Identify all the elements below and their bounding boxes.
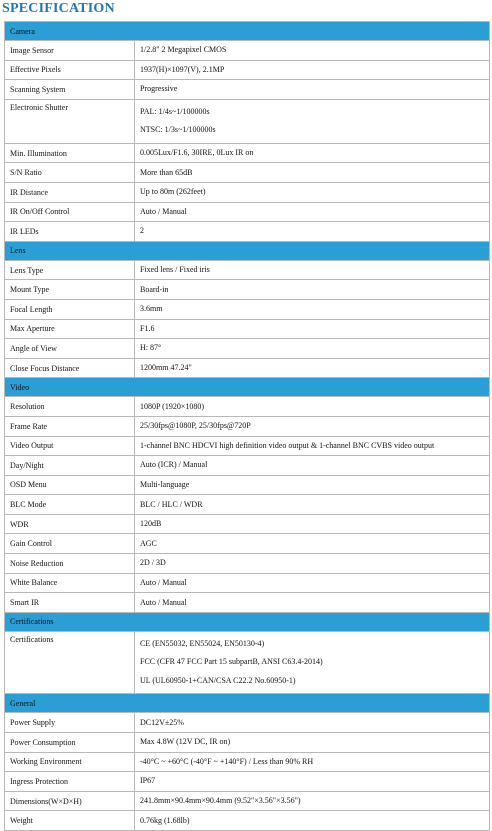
spec-value bbox=[135, 573, 490, 593]
section-header bbox=[5, 241, 490, 260]
spec-value-line: UL (UL60950-1+CAN/CSA C22.2 No.60950-1) bbox=[140, 675, 296, 685]
spec-label: Lens Type bbox=[5, 260, 135, 280]
section-header bbox=[5, 612, 490, 631]
spec-label: Frame Rate bbox=[5, 416, 135, 436]
spec-value-line: Multi-language bbox=[140, 479, 190, 489]
spec-value bbox=[135, 260, 490, 280]
spec-label: IR Distance bbox=[5, 182, 135, 202]
page-title: SPECIFICATION bbox=[2, 1, 115, 16]
spec-label: Smart IR bbox=[5, 593, 135, 613]
spec-label: Focal Length bbox=[5, 299, 135, 319]
spec-value bbox=[135, 397, 490, 417]
spec-value bbox=[135, 732, 490, 752]
spec-row bbox=[5, 713, 490, 733]
spec-value bbox=[135, 475, 490, 495]
spec-row bbox=[5, 99, 490, 143]
spec-label: Power Supply bbox=[5, 713, 135, 733]
spec-value-line: 1-channel BNC HDCVI high definition video output & 1-channel BNC CVBS video output bbox=[140, 440, 435, 450]
spec-value bbox=[135, 593, 490, 613]
spec-label: Weight bbox=[5, 811, 135, 831]
spec-row bbox=[5, 791, 490, 811]
spec-row bbox=[5, 202, 490, 222]
spec-row bbox=[5, 299, 490, 319]
spec-value bbox=[135, 495, 490, 515]
spec-row bbox=[5, 534, 490, 554]
spec-value-line: 0.005Lux/F1.6, 30IRE, 0Lux IR on bbox=[140, 148, 254, 158]
spec-label: Max Aperture bbox=[5, 319, 135, 339]
spec-row bbox=[5, 143, 490, 163]
spec-value bbox=[135, 99, 490, 143]
spec-label: Video Output bbox=[5, 436, 135, 456]
spec-row bbox=[5, 495, 490, 515]
spec-row bbox=[5, 514, 490, 534]
spec-label: S/N Ratio bbox=[5, 163, 135, 183]
spec-label: Min. Illumination bbox=[5, 143, 135, 163]
spec-value-line: More than 65dB bbox=[140, 167, 193, 177]
spec-label: OSD Menu bbox=[5, 475, 135, 495]
spec-value-line: Auto / Manual bbox=[140, 577, 187, 587]
section-title: Certifications bbox=[5, 612, 490, 631]
spec-value-line: 0.76kg (1.68lb) bbox=[140, 815, 190, 825]
spec-value-line: 2D / 3D bbox=[140, 558, 166, 568]
spec-value-line: IP67 bbox=[140, 776, 156, 786]
spec-label: IR LEDs bbox=[5, 222, 135, 242]
spec-value bbox=[135, 143, 490, 163]
spec-value-line: PAL: 1/4s~1/100000s bbox=[140, 106, 210, 116]
spec-value bbox=[135, 436, 490, 456]
spec-value-line: DC12V±25% bbox=[140, 717, 184, 727]
specification-table-body bbox=[5, 22, 490, 831]
section-title: Video bbox=[5, 378, 490, 397]
spec-value-line: Max 4.8W (12V DC, IR on) bbox=[140, 737, 231, 747]
spec-value bbox=[135, 514, 490, 534]
spec-value bbox=[135, 752, 490, 772]
spec-label: Close Focus Distance bbox=[5, 358, 135, 378]
spec-row bbox=[5, 811, 490, 831]
spec-row bbox=[5, 554, 490, 574]
spec-value-line: 1/2.8" 2 Megapixel CMOS bbox=[140, 45, 227, 55]
spec-value bbox=[135, 319, 490, 339]
spec-row bbox=[5, 397, 490, 417]
spec-value bbox=[135, 631, 490, 694]
spec-value bbox=[135, 811, 490, 831]
spec-value bbox=[135, 416, 490, 436]
spec-value-line: 25/30fps@1080P, 25/30fps@720P bbox=[140, 421, 251, 431]
spec-label: Image Sensor bbox=[5, 41, 135, 61]
spec-value-line: 1200mm 47.24" bbox=[140, 363, 192, 373]
spec-row bbox=[5, 182, 490, 202]
spec-row bbox=[5, 60, 490, 80]
spec-label: White Balance bbox=[5, 573, 135, 593]
spec-value bbox=[135, 222, 490, 242]
spec-label: Day/Night bbox=[5, 456, 135, 476]
spec-row bbox=[5, 339, 490, 359]
spec-value bbox=[135, 713, 490, 733]
specification-table bbox=[4, 21, 490, 831]
spec-value bbox=[135, 534, 490, 554]
spec-row bbox=[5, 222, 490, 242]
spec-value-line: 2 bbox=[140, 226, 144, 236]
spec-row bbox=[5, 280, 490, 300]
spec-label: Power Consumption bbox=[5, 732, 135, 752]
spec-label: Noise Reduction bbox=[5, 554, 135, 574]
spec-label: BLC Mode bbox=[5, 495, 135, 515]
spec-value-line: 241.8mm×90.4mm×90.4mm (9.52"×3.56"×3.56") bbox=[140, 796, 301, 806]
spec-value-line: BLC / HLC / WDR bbox=[140, 499, 203, 509]
spec-value bbox=[135, 280, 490, 300]
spec-row bbox=[5, 260, 490, 280]
spec-value bbox=[135, 772, 490, 792]
spec-row bbox=[5, 772, 490, 792]
spec-label: Effective Pixels bbox=[5, 60, 135, 80]
spec-value-line: CE (EN55032, EN55024, EN50130-4) bbox=[140, 638, 265, 648]
spec-value-line: 3.6mm bbox=[140, 304, 163, 314]
section-title: Camera bbox=[5, 22, 490, 41]
spec-row bbox=[5, 593, 490, 613]
spec-value-line: 1080P (1920×1080) bbox=[140, 401, 204, 411]
spec-value-line: H: 87° bbox=[140, 343, 162, 353]
spec-value-line: Auto / Manual bbox=[140, 206, 187, 216]
spec-label: Dimensions(W×D×H) bbox=[5, 791, 135, 811]
spec-value-line: Board-in bbox=[140, 284, 169, 294]
section-header bbox=[5, 694, 490, 713]
spec-value-line: Fixed lens / Fixed iris bbox=[140, 265, 210, 275]
spec-row bbox=[5, 163, 490, 183]
spec-row bbox=[5, 416, 490, 436]
spec-value bbox=[135, 163, 490, 183]
spec-value-line: Progressive bbox=[140, 84, 178, 94]
spec-value bbox=[135, 456, 490, 476]
spec-label: Ingress Protection bbox=[5, 772, 135, 792]
spec-value-line: 1937(H)×1097(V), 2.1MP bbox=[140, 64, 225, 74]
spec-value bbox=[135, 791, 490, 811]
spec-value-line: AGC bbox=[140, 538, 157, 548]
spec-row bbox=[5, 319, 490, 339]
spec-value-line: Auto / Manual bbox=[140, 597, 187, 607]
spec-label: Certifications bbox=[5, 631, 135, 694]
spec-row bbox=[5, 358, 490, 378]
spec-value-line: F1.6 bbox=[140, 323, 155, 333]
spec-label: Angle of View bbox=[5, 339, 135, 359]
spec-value-line: Auto (ICR) / Manual bbox=[140, 460, 208, 470]
spec-row bbox=[5, 475, 490, 495]
spec-value bbox=[135, 80, 490, 100]
spec-row bbox=[5, 41, 490, 61]
spec-row bbox=[5, 573, 490, 593]
spec-label: Electronic Shutter bbox=[5, 99, 135, 143]
spec-value bbox=[135, 358, 490, 378]
spec-value bbox=[135, 182, 490, 202]
spec-label: Resolution bbox=[5, 397, 135, 417]
spec-label: WDR bbox=[5, 514, 135, 534]
spec-value bbox=[135, 41, 490, 61]
spec-row bbox=[5, 456, 490, 476]
spec-value bbox=[135, 339, 490, 359]
section-header bbox=[5, 22, 490, 41]
spec-label: Mount Type bbox=[5, 280, 135, 300]
spec-value-line: 120dB bbox=[140, 519, 162, 529]
spec-value bbox=[135, 202, 490, 222]
spec-value-line: -40°C ~ +60°C (-40°F ~ +140°F) / Less than 90% RH bbox=[140, 756, 314, 766]
spec-label: Working Environment bbox=[5, 752, 135, 772]
spec-row bbox=[5, 732, 490, 752]
section-header bbox=[5, 378, 490, 397]
spec-value-line: Up to 80m (262feet) bbox=[140, 187, 206, 197]
spec-label: Gain Control bbox=[5, 534, 135, 554]
spec-row bbox=[5, 80, 490, 100]
spec-value bbox=[135, 554, 490, 574]
spec-label: IR On/Off Control bbox=[5, 202, 135, 222]
section-title: General bbox=[5, 694, 490, 713]
spec-value-line: NTSC: 1/3s~1/100000s bbox=[140, 125, 216, 135]
spec-row bbox=[5, 631, 490, 694]
spec-value bbox=[135, 299, 490, 319]
spec-row bbox=[5, 752, 490, 772]
section-title: Lens bbox=[5, 241, 490, 260]
spec-value bbox=[135, 60, 490, 80]
spec-row bbox=[5, 436, 490, 456]
spec-label: Scanning System bbox=[5, 80, 135, 100]
spec-value-line: FCC (CFR 47 FCC Part 15 subpartB, ANSI C63.4-2014) bbox=[140, 657, 323, 667]
